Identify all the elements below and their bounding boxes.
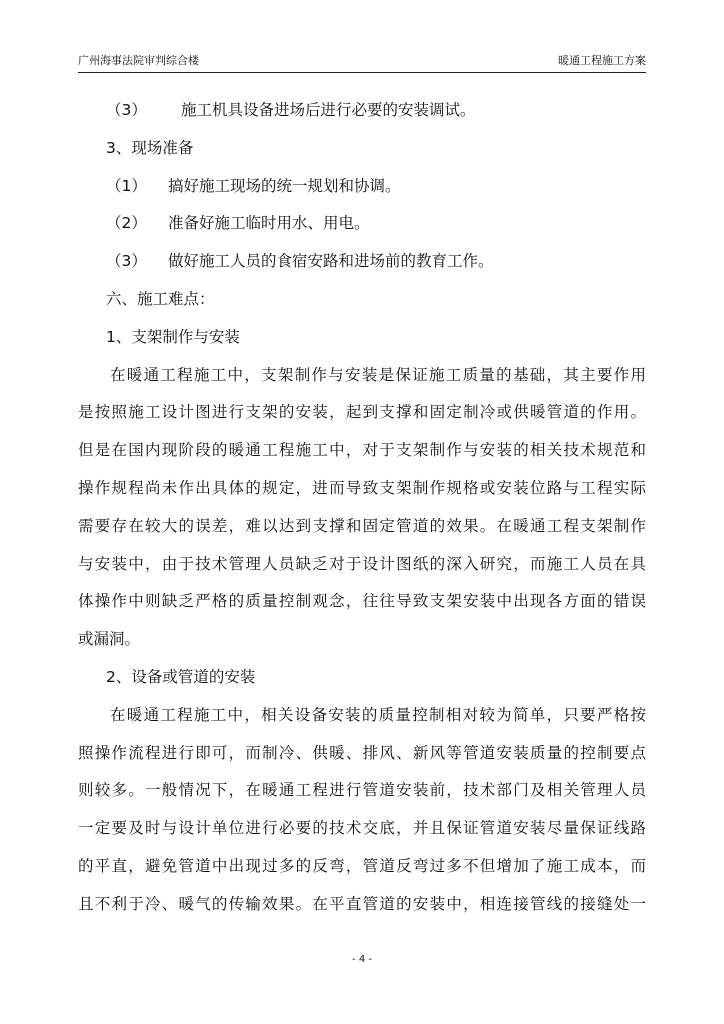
section-heading-construction-difficulties: 六、施工难点：	[106, 289, 215, 308]
paragraph-line: 体操作中则缺乏严格的质量控制观念，往往导致支架安装中出现各方面的错误	[78, 592, 646, 611]
list-item-text: 做好施工人员的食宿安路和进场前的教育工作。	[168, 252, 494, 271]
paragraph-line: 且不利于冷、暖气的传输效果。在平直管道的安装中，相连接管线的接缝处一	[78, 894, 646, 913]
header-divider	[78, 72, 646, 73]
list-item-number: （2）	[106, 214, 147, 233]
list-item	[78, 243, 646, 281]
list-item-text: 准备好施工临时用水、用电。	[168, 214, 370, 233]
list-item	[78, 205, 646, 243]
paragraph-line: 与安装中，由于技术管理人员缺乏对于设计图纸的深入研究，而施工人员在具	[78, 554, 646, 573]
page-number: - 4 -	[352, 954, 372, 965]
subsection-heading-equipment-installation: 2、设备或管道的安装	[106, 667, 256, 686]
list-item	[78, 92, 646, 130]
list-item-number: （3）	[106, 101, 147, 119]
list-item-text: 施工机具设备进场后进行必要的安装调试。	[181, 101, 476, 119]
paragraph-line: 一定要及时与设计单位进行必要的技术交底，并且保证管道安装尽量保证线路	[78, 819, 646, 838]
paragraph-support-fabrication	[78, 357, 646, 659]
paragraph-line: 则较多。一般情况下，在暖通工程进行管道安装前，技术部门及相关管理人员	[78, 781, 646, 800]
paragraph-line: 需要存在较大的误差，难以达到支撑和固定管道的效果。在暖通工程支架制作	[78, 516, 646, 535]
section-heading-site-preparation: 3、现场准备	[106, 138, 194, 157]
paragraph-equipment-installation	[78, 697, 646, 924]
paragraph-line: 但是在国内现阶段的暖通工程施工中，对于支架制作与安装的相关技术规范和	[78, 441, 646, 460]
list-item-text: 搞好施工现场的统一规划和协调。	[168, 176, 401, 195]
header-project-name: 广州海事法院审判综合楼	[78, 54, 199, 67]
document-body	[78, 92, 646, 924]
list-item-number: （1）	[106, 176, 147, 195]
paragraph-line: 或漏洞。	[78, 630, 141, 649]
subsection-heading-support-fabrication: 1、支架制作与安装	[106, 327, 240, 346]
paragraph-line: 的平直，避免管道中出现过多的反弯，管道反弯过多不但增加了施工成本，而	[78, 856, 646, 875]
paragraph-line: 在暖通工程施工中，支架制作与安装是保证施工质量的基础，其主要作用	[110, 365, 646, 384]
list-item-number: （3）	[106, 252, 147, 271]
page-header	[78, 52, 646, 70]
paragraph-line: 在暖通工程施工中，相关设备安装的质量控制相对较为简单，只要严格按	[110, 705, 646, 724]
paragraph-line: 操作规程尚未作出具体的规定，进而导致支架制作规格或安装位路与工程实际	[78, 478, 646, 497]
header-document-title: 暖通工程施工方案	[558, 54, 646, 67]
paragraph-line: 照操作流程进行即可，而制冷、供暖、排风、新风等管道安装质量的控制要点	[78, 743, 646, 762]
list-item	[78, 168, 646, 206]
paragraph-line: 是按照施工设计图进行支架的安装，起到支撑和固定制冷或供暖管道的作用。	[78, 403, 646, 422]
